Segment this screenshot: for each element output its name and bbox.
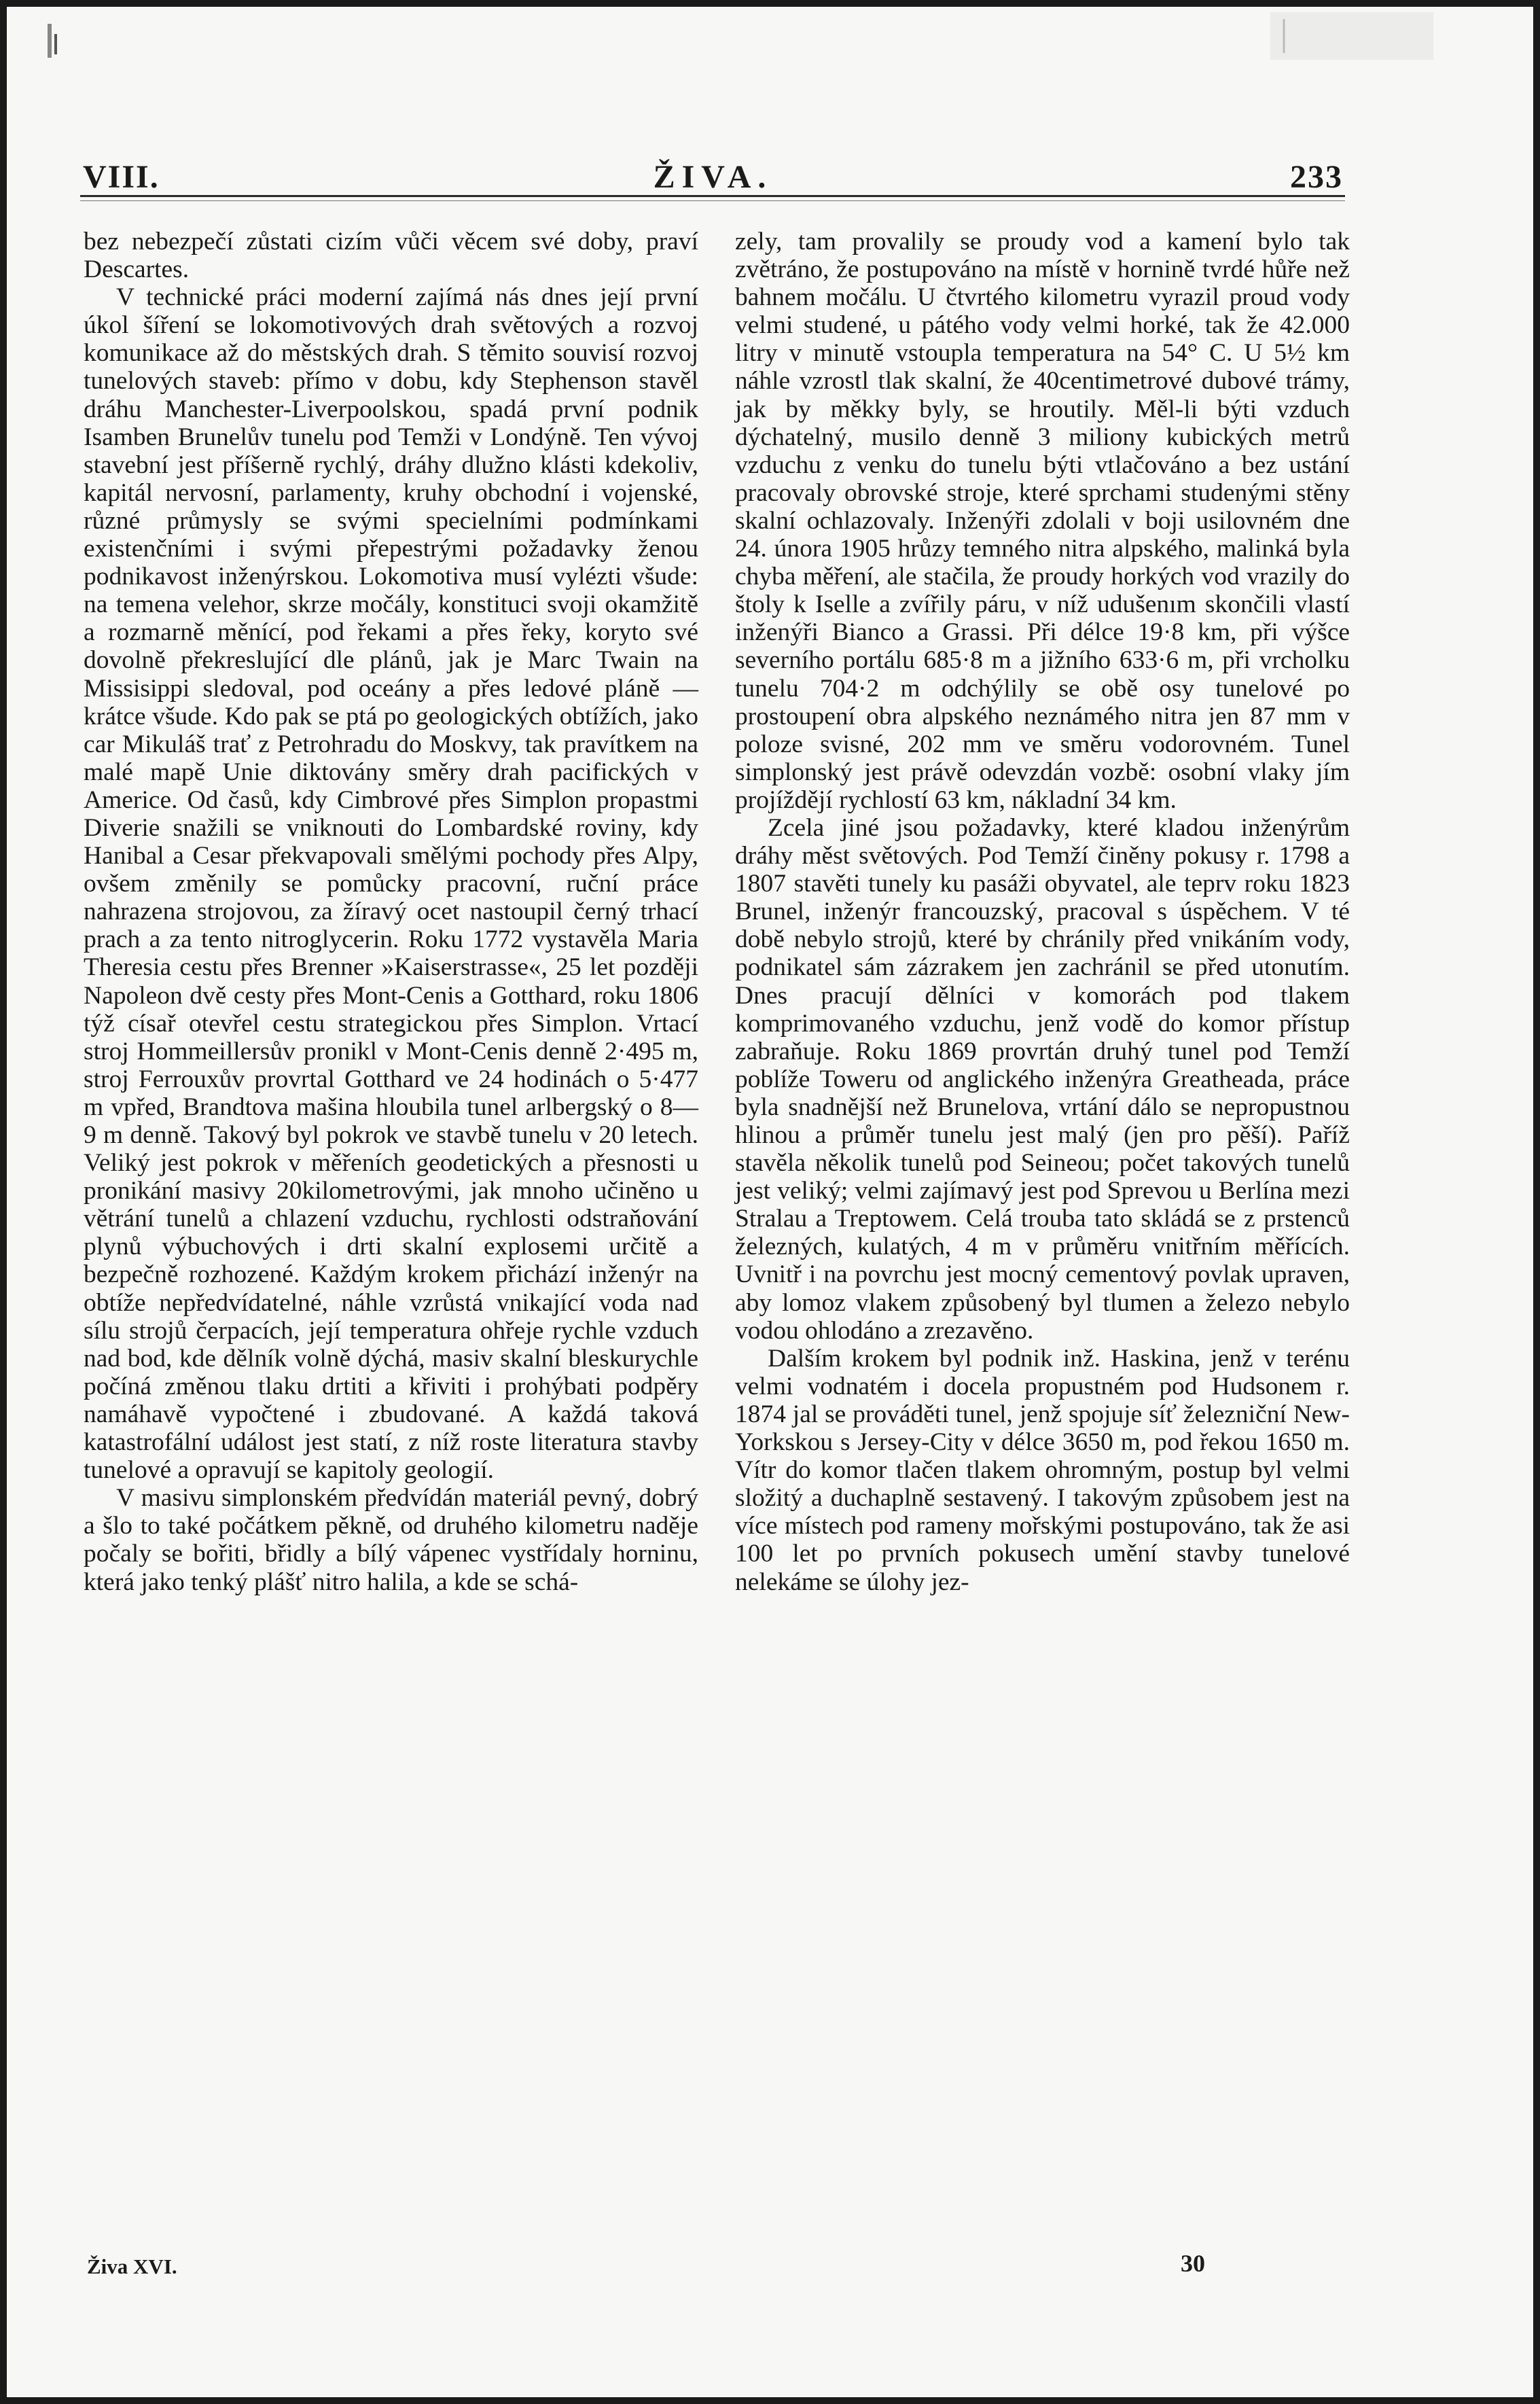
paragraph: Dalším krokem byl podnik inž. Haskina, jenž v terénu velmi vodnatém i docela propustném pod Hudsonem r. 1874 jal se prováděti tunel, jenž spojuje síť železniční New-Yorkskou s Jersey-City v délce 3650 m, pod řekou 1650 m. Vítr do komor tlačen tlakem ohromným, postup byl velmi složitý a duchaplně sestavený. I takovým způsobem jest na více místech pod rameny mořskými postupováno, tak že asi 100 let po prvních pokusech umění stavby tunelové nelekáme se úlohy jez- bbox=[735, 1344, 1350, 1596]
paragraph: V masivu simplonském předvídán materiál pevný, dobrý a šlo to také počátkem pěkně, od druhého kilometru naděje počaly se bořiti, břidly a bílý vápenec vystřídaly horninu, která jako tenký plášť nitro halila, a kde se schá- bbox=[84, 1484, 698, 1596]
paragraph: Zcela jiné jsou požadavky, které kladou inženýrům dráhy měst světových. Pod Temží činěny pokusy r. 1798 a 1807 stavěti tunely ku pasáži obyvatel, ale teprv roku 1823 Brunel, inženýr francouzský, pracoval s úspěchem. V té době nebylo strojů, které by chránily před vnikáním vody, podnikatel sám zázrakem jen zachránil se před utonutím. Dnes pracují dělníci v komorách pod tlakem komprimovaného vzduchu, jenž vodě do komor přístup zabraňuje. Roku 1869 provrtán druhý tunel pod Temží poblíže Toweru od anglického inženýra Greatheada, práce byla snadnější než Brunelova, vrtání dálo se nepropustnou hlinou a průměr tunelu jest malý (jen pro pěší). Paříž stavěla několik tunelů pod Seineou; počet takových tunelů jest veliký; velmi zajímavý jest pod Sprevou u Berlína mezi Stralau a Treptowem. Celá trouba tato skládá se z prstenců železných, kulatých, 4 m v průměru vnitřním měřících. Uvnitř i na povrchu jest mocný cementový povlak upraven, aby lomoz vlakem způsobený byl tlumen a železo nebylo vodou ohlodáno a zrezavěno. bbox=[735, 813, 1350, 1345]
signature-mark: Živa XVI. bbox=[87, 2255, 177, 2278]
paragraph: bez nebezpečí zůstati cizím vůči věcem své doby, praví Descartes. bbox=[84, 228, 698, 284]
sheet-number: 30 bbox=[1181, 2250, 1205, 2277]
text-column-right bbox=[735, 228, 1350, 1596]
scan-artifact-mark bbox=[41, 20, 68, 68]
header-rule-thin bbox=[80, 200, 1345, 201]
page-number: 233 bbox=[1290, 159, 1343, 195]
paragraph: zely, tam provalily se proudy vod a kamení bylo tak zvětráno, že postupováno na místě v hornině tvrdé hůře než bahnem močálu. U čtvrtého kilometru vyrazil proud vody velmi studené, u pátého vody velmi horké, tak že 42.000 litry v minutě vstoupla temperatura na 54° C. U 5½ km náhle vzrostl tlak skalní, že 40centimetrové dubové trámy, jak by měkky byly, se hroutily. Měl-li býti vzduch dýchatelný, musilo denně 3 miliony kubických metrů vzduchu z venku do tunelu býti vtlačováno a bez ustání pracovaly obrovské stroje, které sprchami studenými stěny skalní ochlazovaly. Inženýři zdolali v boji usilovném dne 24. února 1905 hrůzy temného nitra alpského, malinká byla chyba měření, ale stačila, že proudy horkých vod vrazily do štoly k Iselle a zvířily páru, v níž udušenım skončili vlastí inženýři Bianco a Grassi. Při délce 19·8 km, při výšce severního portálu 685·8 m a jižního 633·6 m, při vrcholku tunelu 704·2 m odchýlily se obě osy tunelové po prostoupení obra alpského neznámého nitra jen 87 mm v poloze svisné, 202 mm ve směru vodorovném. Tunel simplonský jest právě odevzdán vozbě: osobní vlaky jím projíždějí rychlostí 63 km, nákladní 34 km. bbox=[735, 228, 1350, 814]
scan-artifact-smudge bbox=[1264, 12, 1440, 67]
paragraph: V technické práci moderní zajímá nás dnes její první úkol šíření se lokomotivových drah světových a rozvoj komunikace až do městských drah. S těmito souvisí rozvoj tunelových staveb: přímo v dobu, kdy Stephenson stavěl dráhu Manchester-Liverpoolskou, spadá první podnik Isamben Brunelův tunelu pod Temži v Londýně. Ten vývoj stavební jest příšerně rychlý, dráhy dlužno klásti kdekoliv, kapitál nervosní, parlamenty, kruhy obchodní i vojenské, různé průmysly se svými specielními podmínkami existenčními i svými přepestrými požadavky ženou podnikavost inženýrskou. Lokomotiva musí vylézti všude: na temena velehor, skrze močály, konstituci svoji okamžitě a rozmarně měnící, pod řekami a přes řeky, koryto své dovolně překreslující dle plánů, jak je Marc Twain na Missisippi sledoval, pod oceány a přes ledové pláně — krátce všude. Kdo pak se ptá po geologických obtížích, jako car Mikuláš trať z Petrohradu do Moskvy, tak pravítkem na malé mapě Unie diktovány směry drah pacifických v Americe. Od časů, kdy Cimbrové přes Simplon propastmi Diverie snažili se vniknouti do Lombardské roviny, kdy Hanibal a Cesar překvapovali smělými pochody přes Alpy, ovšem změnily se pomůcky pracovní, ruční práce nahrazena strojovou, za žíravý ocet nastoupil černý trhací prach a za tento nitroglycerin. Roku 1772 vystavěla Maria Theresia cestu přes Brenner »Kaiserstrasse«, 25 let později Napoleon dvě cesty přes Mont-Cenis a Gotthard, roku 1806 týž císař otevřel cestu strategickou přes Simplon. Vrtací stroj Hommeillersův pronikl v Mont-Cenis denně 2·495 m, stroj Ferrouxův provrtal Gotthard ve 24 hodinách o 5·477 m vpřed, Brandtova mašina hloubila tunel arlbergský o 8—9 m denně. Takový byl pokrok ve stavbě tunelu v 20 letech. Veliký jest pokrok v měřeních geodetických a přesnosti u pronikání masivy 20kilometrovými, jak mnoho učiněno u větrání tunelů a chlazení vzduchu, rychlosti odstraňování plynů výbuchových i drti skalní explosemi určitě a bezpečně rozhozené. Každým krokem přichází inženýr na obtíže nepředvídatelné, náhle vzrůstá vnikající voda nad sílu strojů čerpacích, její temperatura ohřeje rychle vzduch nad bod, kde dělník volně dýchá, masiv skalní bleskurychle počíná změnou tlaku drtiti a křiviti i prohýbati podpěry namáhavě vypočtené i zbudované. A každá taková katastrofální událost jest statí, z níž roste literatura stavby tunelové a opravují se kapitoly geologií. bbox=[84, 283, 698, 1485]
header-rule bbox=[80, 195, 1345, 197]
journal-title: ŽIVA. bbox=[653, 159, 773, 195]
text-column-left bbox=[84, 228, 698, 1596]
volume-number: VIII. bbox=[83, 159, 160, 195]
running-header bbox=[83, 146, 1343, 200]
